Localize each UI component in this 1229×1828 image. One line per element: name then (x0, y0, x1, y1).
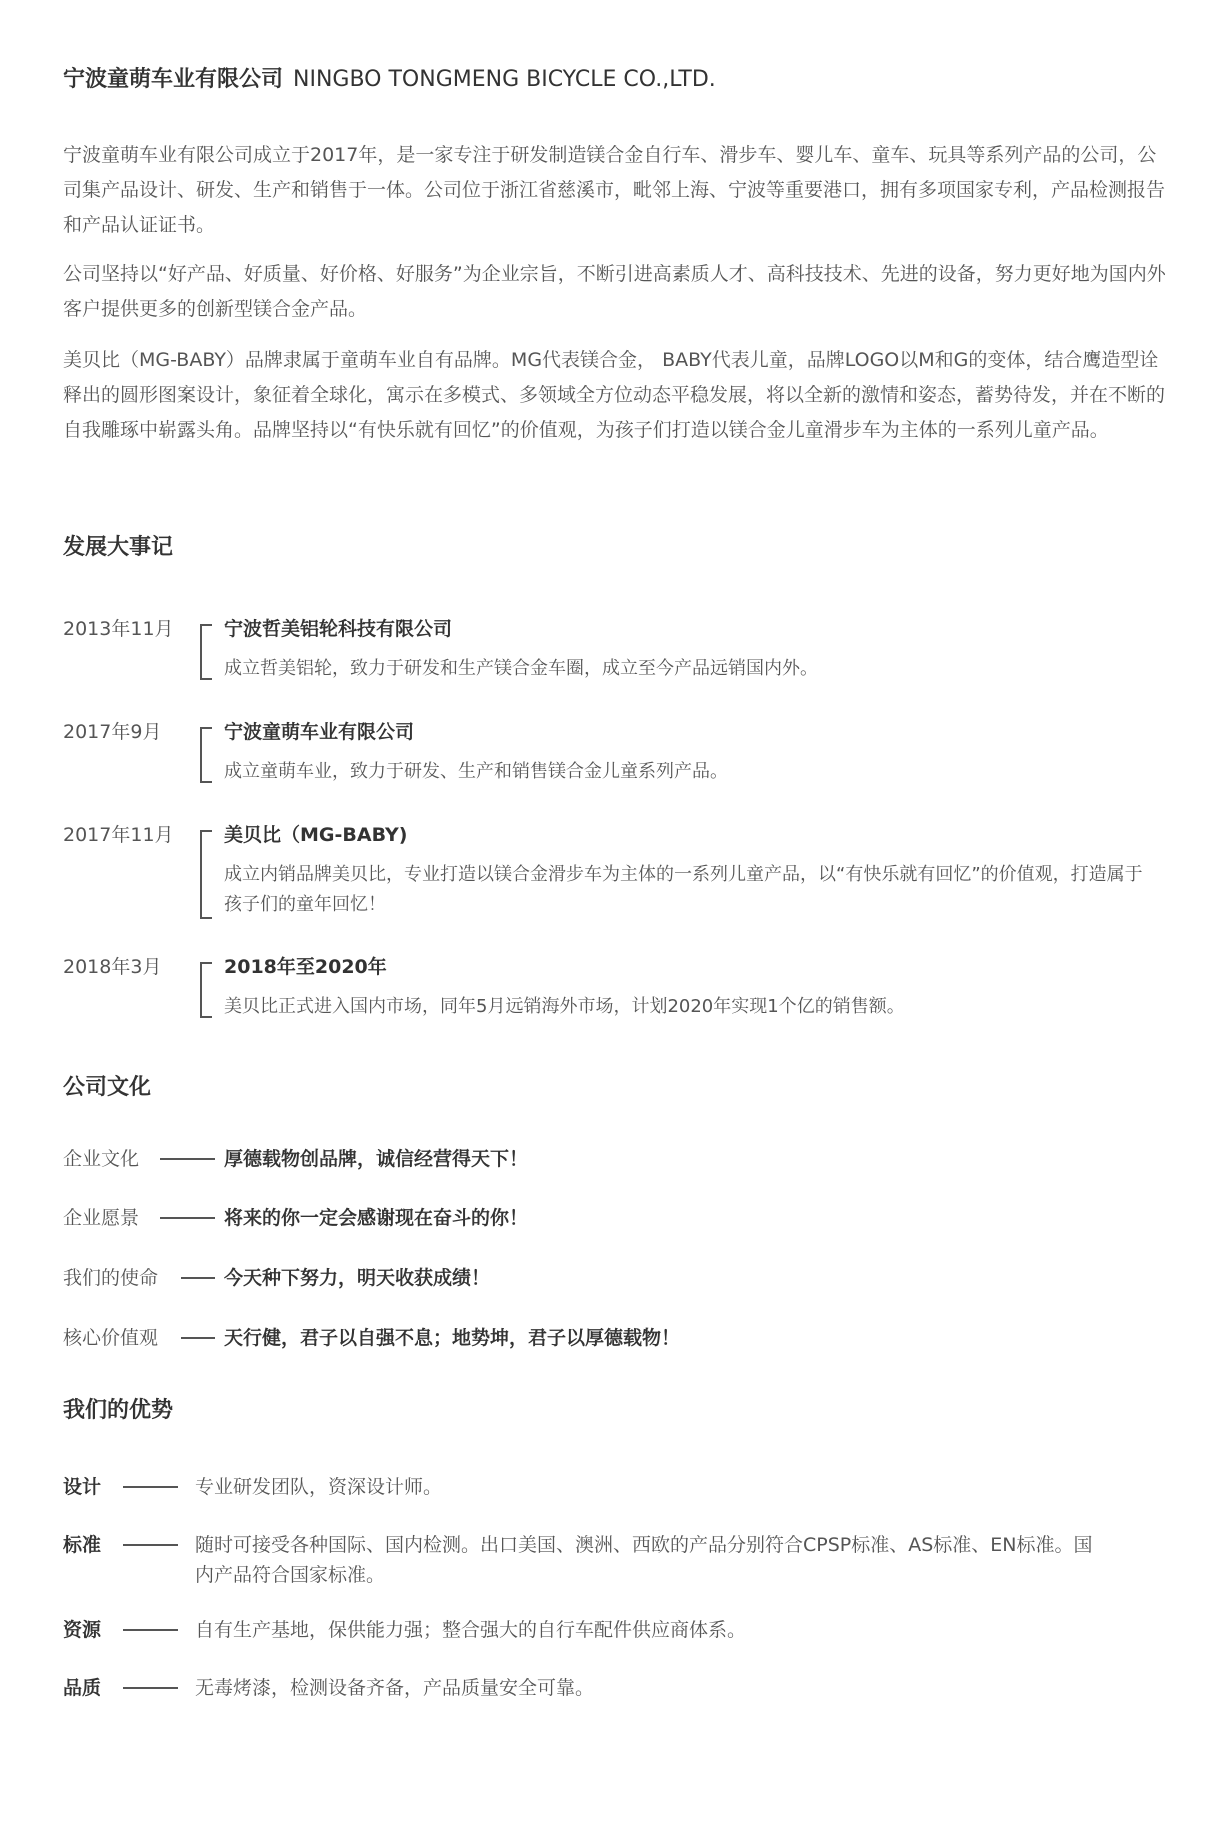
intro-paragraph: 美贝比（MG-BABY）品牌隶属于童萌车业自有品牌。MG代表镁合金， BABY代表儿童，品牌LOGO以M和G的变体，结合鹰造型诠释出的圆形图案设计，象征着全球化，寓示在多模式、多领域全方位动态平稳发展，将以全新的激情和姿态，蓄势待发，并在不断的自我雕琢中崭露头角。品牌坚持以“有快乐就有回忆”的价值观，为孩子们打造以镁合金儿童滑步车为主体的一系列儿童产品。 (63, 349, 1166, 441)
advantage-value: 自有生产基地，保供能力强；整合强大的自行车配件供应商体系。 (195, 1619, 747, 1641)
company-name-cn: 宁波童萌车业有限公司 (63, 67, 284, 92)
milestone-description: 成立童萌车业，致力于研发、生产和销售镁合金儿童系列产品。 (224, 761, 728, 782)
bracket-decoration (200, 830, 212, 919)
dash-line (181, 1337, 215, 1339)
advantage-value: 专业研发团队，资深设计师。 (195, 1476, 443, 1498)
culture-label: 企业愿景 (63, 1207, 140, 1229)
dash-line (181, 1277, 215, 1279)
advantage-label: 标准 (63, 1534, 102, 1556)
dash-line (160, 1158, 215, 1160)
milestone-date: 2017年9月 (63, 721, 162, 743)
dash-line (160, 1217, 215, 1219)
company-title (63, 62, 716, 93)
dash-line (123, 1544, 178, 1546)
advantage-label: 品质 (63, 1677, 102, 1699)
milestone-heading: 2018年至2020年 (224, 956, 387, 978)
culture-title: 公司文化 (63, 1075, 152, 1100)
advantage-label: 资源 (63, 1619, 102, 1641)
advantage-value: 随时可接受各种国际、国内检测。出口美国、澳洲、西欧的产品分别符合CPSP标准、AS标准、EN标准。国内产品符合国家标准。 (195, 1534, 1093, 1586)
milestone-description: 成立哲美铝轮，致力于研发和生产镁合金车圈，成立至今产品远销国内外。 (224, 658, 818, 679)
milestone-heading: 美贝比（MG-BABY) (224, 824, 408, 846)
culture-value: 厚德载物创品牌，诚信经营得天下！ (224, 1148, 529, 1170)
dash-line (123, 1629, 178, 1631)
advantages-title: 我们的优势 (63, 1398, 174, 1423)
milestones-title: 发展大事记 (63, 535, 174, 560)
advantage-label: 设计 (63, 1476, 102, 1498)
milestone-description: 成立内销品牌美贝比，专业打造以镁合金滑步车为主体的一系列儿童产品，以“有快乐就有回忆”的价值观，打造属于孩子们的童年回忆！ (224, 864, 1143, 915)
milestone-date: 2013年11月 (63, 618, 174, 640)
dash-line (123, 1687, 178, 1689)
culture-value: 将来的你一定会感谢现在奋斗的你！ (224, 1207, 529, 1229)
culture-value: 天行健，君子以自强不息；地势坤，君子以厚德载物！ (224, 1327, 681, 1349)
advantage-value: 无毒烤漆，检测设备齐备，产品质量安全可靠。 (195, 1677, 595, 1699)
intro-paragraph: 宁波童萌车业有限公司成立于2017年，是一家专注于研发制造镁合金自行车、滑步车、婴儿车、童车、玩具等系列产品的公司，公司集产品设计、研发、生产和销售于一体。公司位于浙江省慈溪市，毗邻上海、宁波等重要港口，拥有多项国家专利，产品检测报告和产品认证证书。 (63, 144, 1166, 236)
culture-label: 我们的使命 (63, 1267, 159, 1289)
culture-label: 核心价值观 (63, 1327, 159, 1349)
dash-line (123, 1486, 178, 1488)
bracket-decoration (200, 727, 212, 783)
culture-label: 企业文化 (63, 1148, 140, 1170)
milestone-heading: 宁波哲美铝轮科技有限公司 (224, 618, 453, 640)
milestone-heading: 宁波童萌车业有限公司 (224, 721, 415, 743)
bracket-decoration (200, 624, 212, 680)
milestone-date: 2017年11月 (63, 824, 174, 846)
milestone-description: 美贝比正式进入国内市场，同年5月远销海外市场，计划2020年实现1个亿的销售额。 (224, 996, 905, 1017)
company-name-en: NINGBO TONGMENG BICYCLE CO.,LTD. (293, 67, 716, 92)
culture-value: 今天种下努力，明天收获成绩！ (224, 1267, 491, 1289)
intro-paragraph: 公司坚持以“好产品、好质量、好价格、好服务”为企业宗旨，不断引进高素质人才、高科技技术、先进的设备，努力更好地为国内外客户提供更多的创新型镁合金产品。 (63, 263, 1166, 320)
milestone-date: 2018年3月 (63, 956, 162, 978)
bracket-decoration (200, 962, 212, 1018)
